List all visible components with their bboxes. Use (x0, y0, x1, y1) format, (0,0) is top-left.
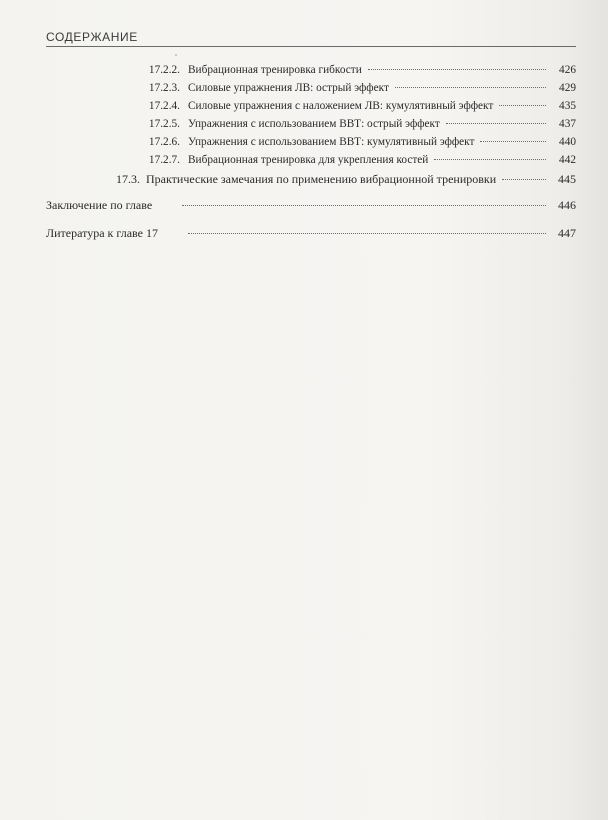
toc-entry-page: 446 (558, 198, 576, 212)
toc-entry-number: 17.3. (116, 172, 140, 186)
toc-entry-page: 437 (559, 118, 576, 130)
dot-leader (499, 105, 546, 106)
dot-leader (368, 69, 546, 70)
toc-entry[interactable] (136, 135, 576, 149)
toc-entry[interactable] (136, 63, 576, 77)
toc-entry[interactable] (136, 99, 576, 113)
toc-entry-number: 17.2.4. (148, 100, 180, 112)
dot-leader (434, 159, 546, 160)
dot-leader (395, 87, 546, 88)
toc-entry[interactable] (136, 81, 576, 95)
dot-leader (502, 179, 546, 180)
toc-entry-page: 442 (559, 154, 576, 166)
toc-entry-page: 426 (559, 64, 576, 76)
toc-chapter-entry[interactable] (46, 198, 576, 212)
toc-entry-title: Силовые упражнения с наложением ЛВ: кумулятивный эффект (188, 100, 494, 112)
toc-entry-page: 445 (558, 172, 576, 186)
toc-entry-page: 435 (559, 100, 576, 112)
toc-entry-number: 17.2.6. (148, 136, 180, 148)
toc-entry-number: 17.2.3. (148, 82, 180, 94)
toc-entry-number: 17.2.7. (148, 154, 180, 166)
dot-leader (480, 141, 546, 142)
dot-leader (446, 123, 546, 124)
toc-entry-title: Литература к главе 17 (46, 226, 158, 240)
paper-speck (175, 54, 177, 56)
toc-section-entry[interactable] (106, 172, 576, 186)
toc-entry-title: Вибрационная тренировка для укрепления костей (188, 154, 429, 166)
toc-chapter-entry[interactable] (46, 226, 576, 240)
toc-entry-title: Практические замечания по применению вибрационной тренировки (146, 172, 497, 186)
toc-entry[interactable] (136, 117, 576, 131)
toc-entry-page: 447 (558, 226, 576, 240)
dot-leader (188, 233, 546, 234)
toc-entry-title: Вибрационная тренировка гибкости (188, 64, 362, 76)
toc-entry[interactable] (136, 153, 576, 167)
toc-entry-title: Заключение по главе (46, 198, 153, 212)
toc-entry-title: Упражнения с использованием ВВТ: острый эффект (188, 118, 440, 130)
running-head: СОДЕРЖАНИЕ (46, 30, 138, 44)
toc-entry-title: Упражнения с использованием ВВТ: кумулятивный эффект (188, 136, 475, 148)
dot-leader (182, 205, 546, 206)
header-rule (46, 46, 576, 47)
toc-entry-number: 17.2.5. (148, 118, 180, 130)
toc-entry-title: Силовые упражнения ЛВ: острый эффект (188, 82, 389, 94)
toc-entry-number: 17.2.2. (148, 64, 180, 76)
toc-entry-page: 429 (559, 82, 576, 94)
toc-entry-page: 440 (559, 136, 576, 148)
